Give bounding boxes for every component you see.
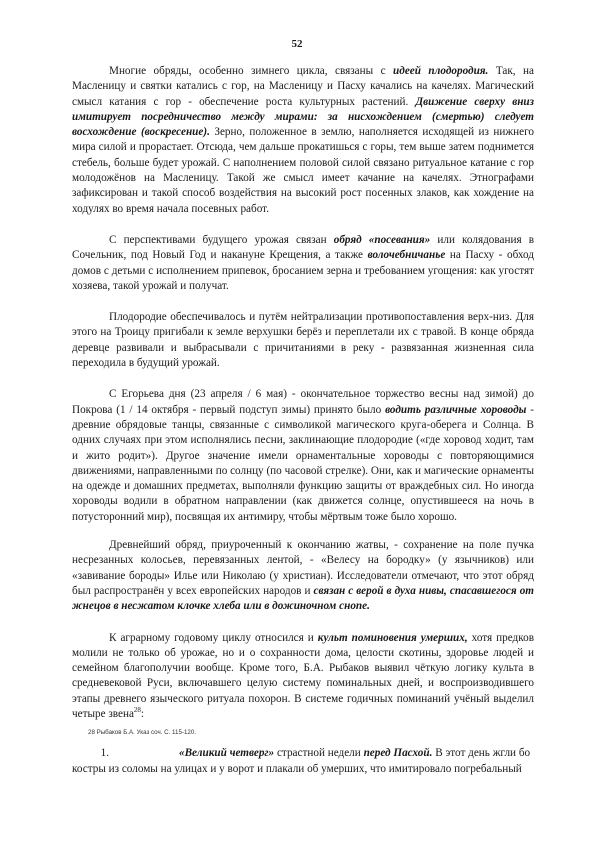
paragraph-commemoration xyxy=(72,631,534,723)
text: Древнейший обряд, приуроченный к окончанию жатвы, - сохранение на поле пучка несрезанных колосьев, перевязанных лентой, - «Велесу на бородку» (у язычников) или «завивание бороды» Илье или Николаю (у христиан). Исследователи отмечают, что этот обряд был распространён у всех европейских народов и xyxy=(72,539,534,597)
text: Зерно, положенное в землю, наполняется исходящей из нижнего мира силой и прорастает. Отсюда, чем дальше прокатишься с горы, тем выше затем поднимется стебель, больше будет урожай. С наполнением половой силой связано ритуальное катание с гор молодожёнов на Масленицу. Такой же смысл имеет качание на качелях. Этнографами зафиксирован и такой способ воздействия на высокий рост посенных злаков, как хождение на ходулях во время начала посевных работ. xyxy=(72,126,534,215)
emphasis: обряд «посевания» xyxy=(333,233,431,246)
text: С Егорьева дня (23 апреля / 6 мая) - окончательное торжество весны над зимой) до Покрова (1 / 14 октября - первый подступ зимы) принято было xyxy=(72,388,534,416)
paragraph-khorovody xyxy=(72,387,534,525)
footnote: 28 Рыбаков Б.А. Указ соч. С. 115-120. xyxy=(88,729,197,736)
paragraph-harvest xyxy=(72,538,534,614)
list-item-1 xyxy=(72,746,534,761)
paragraph-posevanie xyxy=(72,233,534,294)
emphasis: водить различные хороводы xyxy=(385,403,527,416)
list-number: 1. xyxy=(100,747,109,760)
text: хотя предков молили не только об урожае, но и о сохранности дома, целости скотины, здоровье людей и семейном благополучии вообще. Кроме того, Б.А. Рыбаков выявил чёткую логику культа в средневековой Руси, включавшего целую систему поминальных дней, и воспроизводившего этапы древнего языческого ритуала похорон. В системе годичных поминаний учёный выделил четыре звена xyxy=(72,631,534,720)
text: Плодородие обеспечивалось и путём нейтрализации противопоставления верх-низ. Для этого на Троицу пригибали к земле верхушки берёз и переплетали их с травой. В конце обряда деревце развивали и выбрасывали с причитаниями в реку - развязанная жизненная сила переходила в будущий урожай. xyxy=(72,311,534,370)
paragraph-fertility-rites xyxy=(72,64,534,217)
emphasis: связан с верой в духа нивы, спасавшегося от жнецов в несжатом клочке хлеба или в дожиночном снопе. xyxy=(72,584,534,613)
page-number: 52 xyxy=(291,38,303,50)
text: на Пасху - обход домов с детьми с исполнением припевок, бросанием зерна и требованием угощения: как угостят хозяева, такой урожай и получат. xyxy=(72,249,534,292)
text: К аграрному годовому циклу относился и xyxy=(109,631,318,644)
text: В этот день жгли бо xyxy=(432,747,531,760)
text: - древние обрядовые танцы, связанные с символикой магического круга-оберега и Солнца. В одних случаях при этом исполнялись песни, заклинающие плодородие («где хоровод ходит, там и жито родит»). Другое значение имели орнаментальные хороводы с повторяющимися движениями, направленными по солнцу (по часовой стрелке). Они, как и магические орнаменты на одежде и домашних предметах, выполняли функцию защиты от враждебных сил. Но иногда хороводы водили в обратном направлении (как движется солнце, опустившееся на ночь в потусторонний мир), посвящая их антимиру, чтобы мёртвым тоже было хорошо. xyxy=(72,403,535,523)
emphasis: культ поминовения умерших, xyxy=(317,631,468,644)
body-text xyxy=(72,64,534,777)
emphasis: идеей плодородия. xyxy=(393,65,489,77)
emphasis: «Великий четверг» xyxy=(179,747,275,760)
text: страстной недели xyxy=(274,747,364,760)
text: С перспективами будущего урожая связан xyxy=(109,233,334,246)
list-item-1-continuation: костры из соломы на улицах и у ворот и плакали об умерших, что имитировало погребальный xyxy=(72,762,522,775)
text: : xyxy=(140,707,145,720)
emphasis: Движение сверху вниз имитирует посредничество между мирами: за нисхождением (смертью) следует восхождение (воскресение). xyxy=(72,95,534,139)
text: Многие обряды, особенно зимнего цикла, связаны с xyxy=(109,65,394,77)
footnote-reference[interactable]: 28 xyxy=(133,705,141,714)
paragraph-trinity xyxy=(72,310,534,371)
text: Так, на Масленицу и святки катались с гор, на Масленицу и Пасху качались на качелях. Магический смысл катания с гор - обеспечение роста культурных растений. xyxy=(72,65,534,108)
emphasis: волочебничанье xyxy=(367,249,446,262)
emphasis: перед Пасхой. xyxy=(363,747,433,760)
text: или колядования в Сочельник, под Новый Год и накануне Крещения, а также xyxy=(72,233,534,262)
